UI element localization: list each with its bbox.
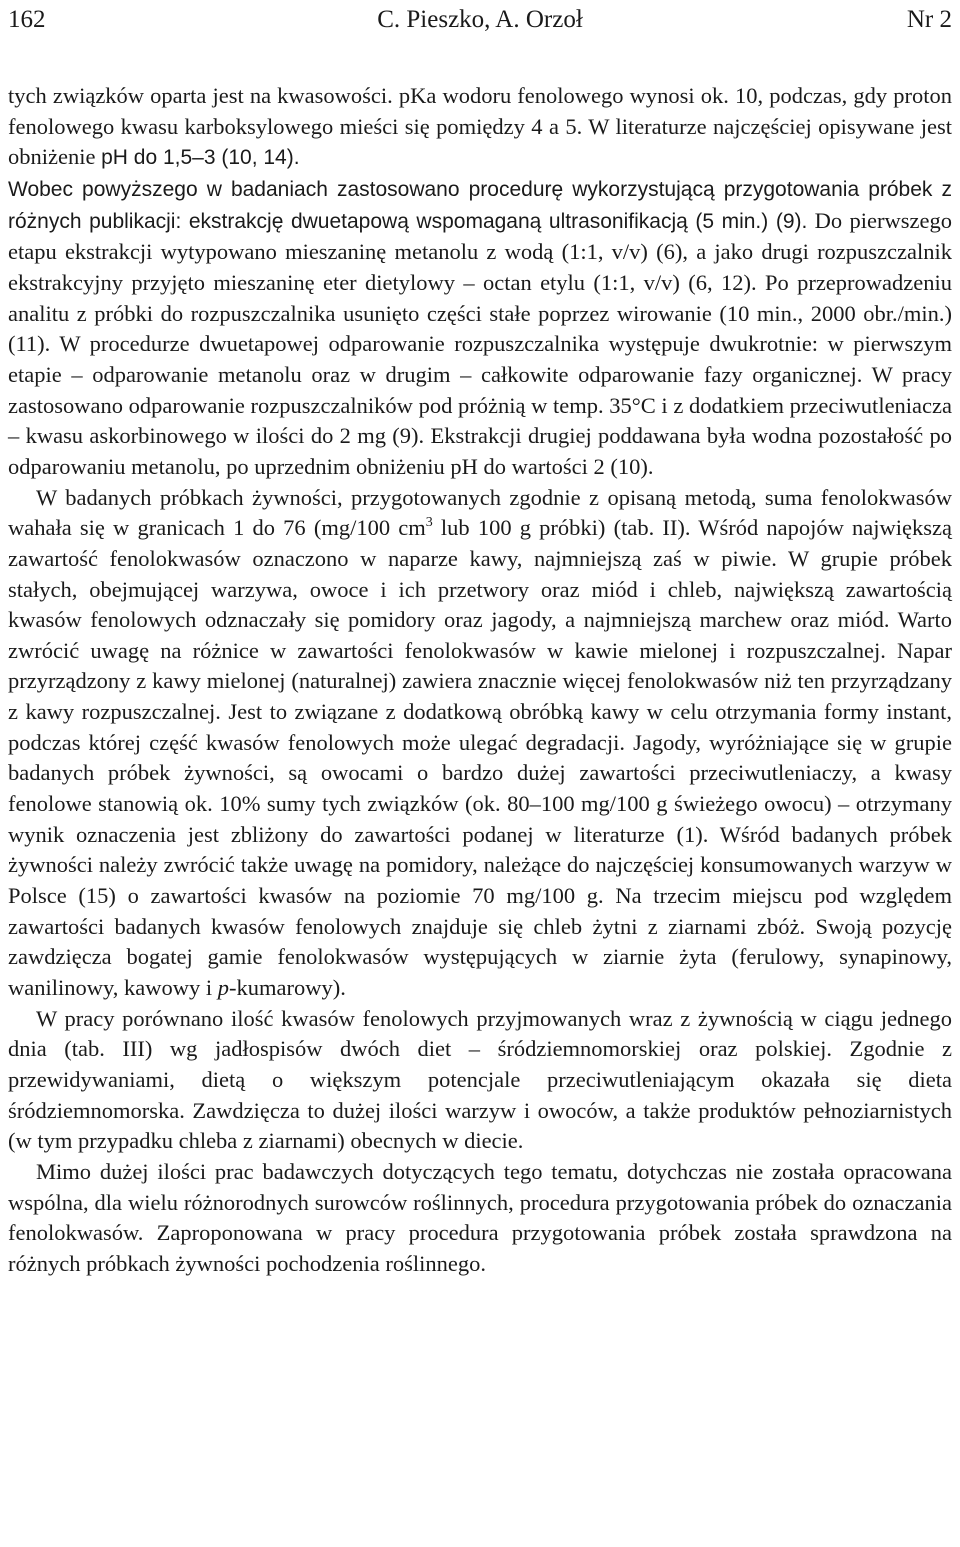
page-number: 162 [8,6,46,33]
paragraph-2-text-b: lub 100 g próbki) (tab. II). Wśród napojów największą zawartość fenolokwasów oznaczono w naparze kawy, najmniejszą zaś w piwie. W grupie próbek stałych, obejmującej warzywa, owoce i ich przetwory oraz miód i chleb, największą zawartością kwasów fenolowych odznaczały się pomidory oraz jagody, a najmniejszą marchew oraz miód. Warto zwrócić uwagę na różnice w zawartości fenolokwasów w kawie mielonej i rozpuszczalnej. Napar przyrządzony z kawy mielonej (naturalnej) zawiera znacznie więcej fenolokwasów niż ten przyrządzany z kawy rozpuszczalnej. Jest to związane z dodatkową obróbką kawy w celu otrzymania formy instant, podczas której część kwasów fenolowych może ulegać degradacji. Jagody, wyróżniające się w grupie badanych próbek żywności, są owocami o bardzo dużej zawartości przeciwutleniaczy, a kwasy fenolowe stanowią ok. 10% sumy tych związków (ok. 80–100 mg/100 g świeżego owocu) – otrzymany wynik oznaczenia jest zbliżony do zawartości podanej w literaturze (1). Wśród badanych próbek żywności należy zwrócić także uwagę na pomidory, należące do najczęściej konsumowanych warzyw w Polsce (15) o zawartości kwasów na poziomie 70 mg/100 g. Na trzecim miejscu pod względem zawartości badanych kwasów fenolowych znajduje się chleb żytni z ziarnami zbóż. Swoją pozycję zawdzięcza bogatej gamie fenolokwasów występujących w ziarnie żyta (ferulowy, synapinowy, wanilinowy, kawowy i [8,515,952,1001]
journal-issue: Nr 2 [906,6,952,33]
paragraph-1 [8,81,952,483]
paragraph-1-text-a: tych związków oparta jest na kwasowości. pKa wodoru fenolowego wynosi ok. 10, podczas, gdy proton fenolowego kwasu karboksylowego mieści się pomiędzy 4 a 5. W literaturze najczęściej opisywane jest obniżenie [8,83,952,170]
page [8,4,952,1280]
running-head [8,4,952,36]
superscript-3: 3 [425,515,433,531]
paragraph-2-text-c: -kumarowy). [229,975,346,1001]
paragraph-1-text-d: Do pierwszego etapu ekstrakcji wytypowano mieszaninę metanolu z wodą (1:1, v/v) (6), a jako drugi rozpuszczalnik ekstrakcyjny przyjęto mieszaninę eter dietylowy – octan etylu (1:1, v/v) (6, 12). Po przeprowadzeniu analitu z próbki do rozpuszczalnika usunięto części stałe poprzez wirowanie (10 min., 2000 obr./min.) (11). W procedurze dwuetapowej odparowanie rozpuszczalnika występuje dwukrotnie: w pierwszym etapie – odparowanie metanolu oraz w drugim – całkowite odparowanie fazy organicznej. W pracy zastosowano odparowanie rozpuszczalników pod próżnią w temp. 35°C i z dodatkiem przeciwutleniacza – kwasu askorbinowego w ilości do 2 mg (9). Ekstrakcji drugiej poddawana była wodna pozostałość po odparowaniu metanolu, po uprzednim obniżeniu pH do wartości 2 (10). [8,207,952,479]
article-body [8,81,952,1280]
paragraph-1-text-c: Wobec powyższego w badaniach zastosowano procedurę wykorzystującą przygotowania próbek z różnych publikacji: ekstrakcję dwuetapową wspomaganą ultrasonifikacją (5 min.) (9). [8,177,952,233]
paragraph-4: Mimo dużej ilości prac badawczych dotyczących tego tematu, dotychczas nie została opracowana wspólna, dla wielu różnorodnych surowców roślinnych, procedura przygotowania próbek do oznaczania fenolokwasów. Zaproponowana w pracy procedura przygotowania próbek została sprawdzona na różnych próbkach żywności pochodzenia roślinnego. [8,1158,952,1276]
paragraph-3: W pracy porównano ilość kwasów fenolowych przyjmowanych wraz z żywnością w ciągu jednego dnia (tab. III) wg jadłospisów dwóch diet – śródziemnomorskiej oraz polskiej. Zgodnie z przewidywaniami, dietą o większym potencjale przeciwutleniającym okazała się dieta śródziemnomorska. Zawdzięcza to dużej ilości warzyw i owoców, a także produktów pełnoziarnistych (w tym przypadku chleba z ziarnami) obecnych w diecie. [8,1005,952,1154]
paragraph-1-text-b: pH do 1,5–3 (10, 14). [101,146,300,170]
paragraph-2-text-a: W badanych próbkach żywności, przygotowanych zgodnie z opisaną metodą, suma fenolokwasów wahała się w granicach 1 do 76 (mg/100 cm [8,484,952,541]
italic-p: p [217,975,230,1001]
paragraph-2 [8,483,952,1004]
running-head-authors: C. Pieszko, A. Orzoł [377,6,583,33]
